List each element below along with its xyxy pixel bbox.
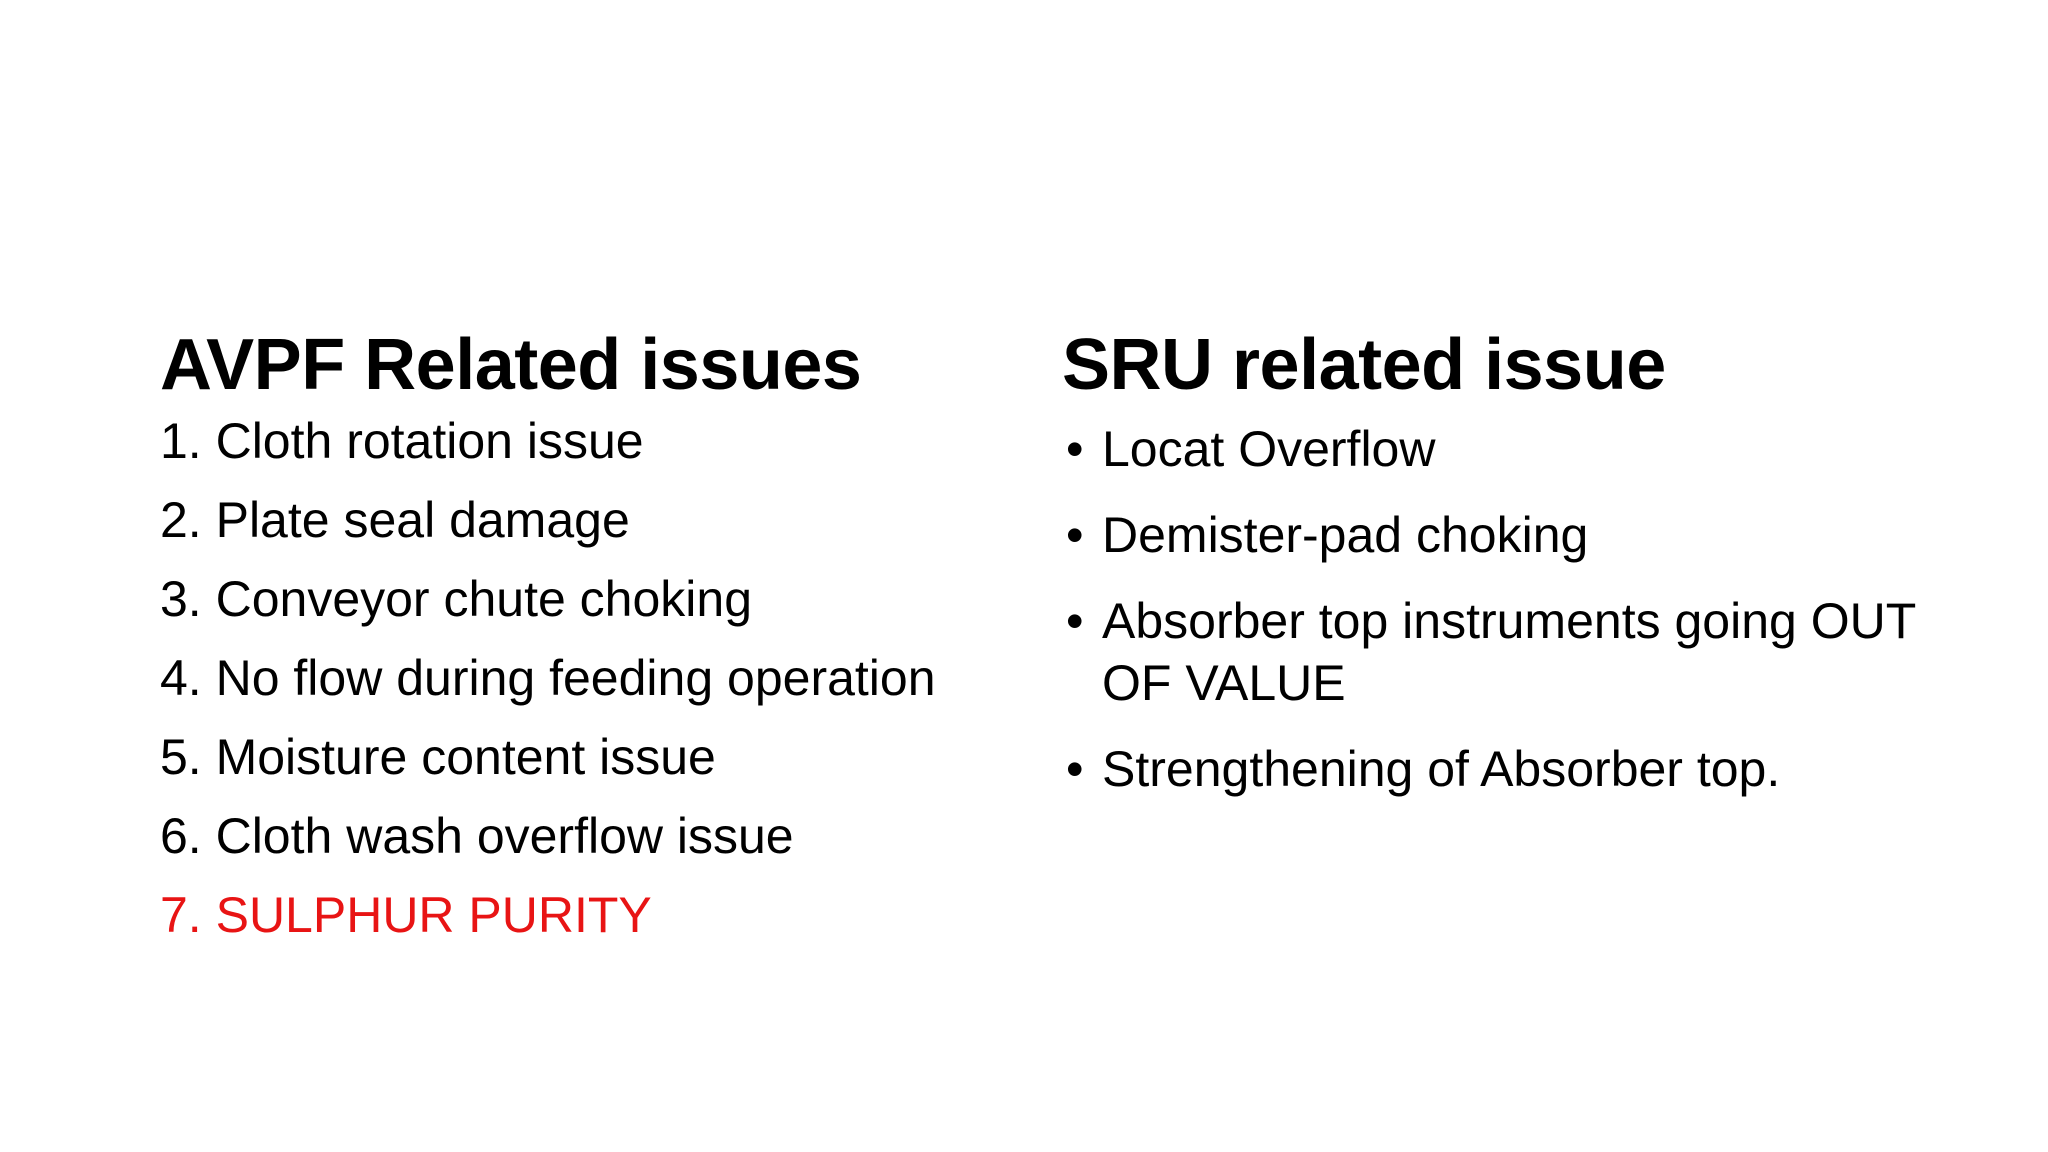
avpf-issue-1: 1. Cloth rotation issue — [160, 413, 644, 469]
avpf-issue-7-highlight: 7. SULPHUR PURITY — [160, 887, 652, 943]
sru-issue-2-text: Demister-pad choking — [1102, 507, 1589, 563]
sru-issue-list — [1062, 418, 1942, 800]
sru-issue-1 — [1062, 418, 1942, 480]
sru-column — [1062, 320, 1942, 824]
avpf-issue-3: 3. Conveyor chute choking — [160, 571, 753, 627]
avpf-issue-2: 2. Plate seal damage — [160, 492, 630, 548]
avpf-issue-4: 4. No flow during feeding operation — [160, 650, 936, 706]
sru-heading: SRU related issue — [1062, 325, 1666, 405]
sru-issue-1-text: Locat Overflow — [1102, 421, 1436, 477]
avpf-issue-6: 6. Cloth wash overflow issue — [160, 808, 794, 864]
bullet-icon: • — [1066, 507, 1084, 563]
bullet-icon: • — [1066, 593, 1084, 649]
avpf-issue-list — [160, 412, 1000, 944]
avpf-heading: AVPF Related issues — [160, 325, 862, 405]
avpf-issue-5: 5. Moisture content issue — [160, 729, 716, 785]
bullet-icon: • — [1066, 741, 1084, 797]
sru-issue-4 — [1062, 738, 1942, 800]
sru-issue-3 — [1062, 590, 1942, 714]
bullet-icon: • — [1066, 421, 1084, 477]
avpf-column — [160, 320, 1000, 965]
sru-issue-4-text: Strengthening of Absorber top. — [1102, 741, 1781, 797]
sru-issue-3-text: Absorber top instruments going OUT OF VALUE — [1102, 593, 1916, 711]
sru-issue-2 — [1062, 504, 1942, 566]
